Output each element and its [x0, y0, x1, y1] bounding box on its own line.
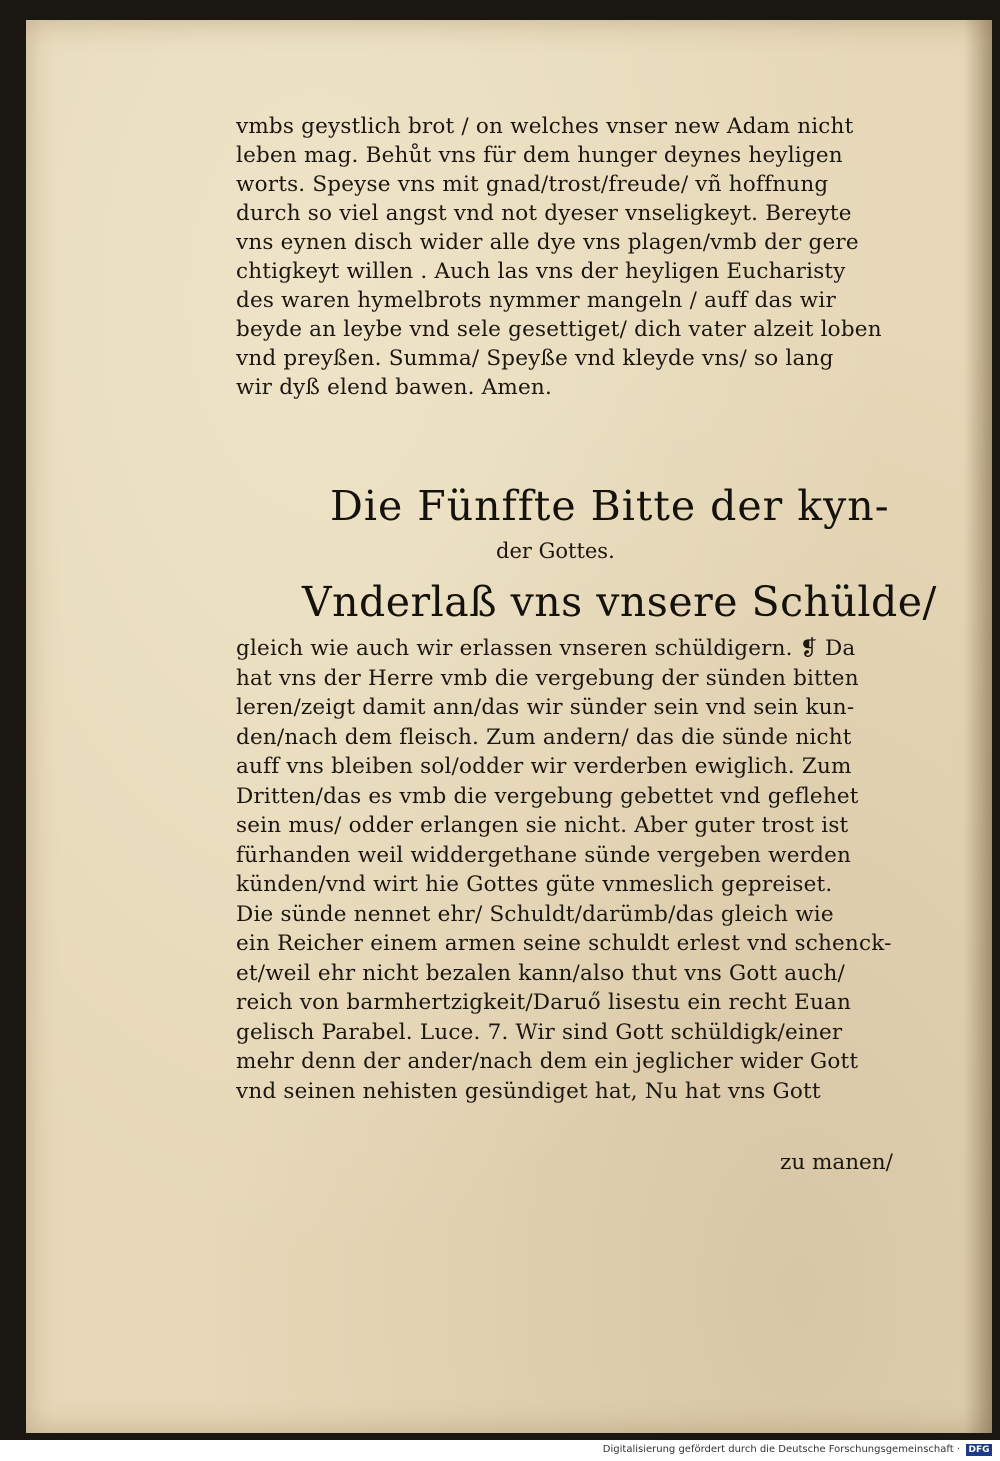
text-line: sein mus/ odder erlangen sie nicht. Aber guter trost ist	[236, 813, 849, 838]
text-line: auff vns bleiben sol/odder wir verderben ewiglich. Zum	[236, 754, 852, 779]
section-heading-continuation: der Gottes.	[496, 539, 615, 563]
text-line: hat vns der Herre vmb die vergebung der sünden bitten	[236, 665, 859, 691]
footer-credit: Digitalisierung gefördert durch die Deutsche Forschungsgemeinschaft ·	[602, 1444, 960, 1455]
text-line: gleich wie auch wir erlassen vnseren schüldigern. ❡ Da	[236, 636, 856, 661]
text-line: reich von barmhertzigkeit/Daruő lisestu ein recht Euan	[236, 990, 852, 1015]
text-line: beyde an leybe vnd sele gesettiget/ dich vater alzeit loben	[236, 317, 882, 342]
text-line: künden/vnd wirt hie Gottes güte vnmeslich gepreiset.	[236, 872, 833, 897]
text-line: wir dyß elend bawen. Amen.	[236, 375, 553, 400]
text-line: worts. Speyse vns mit gnad/trost/freude/ vñ hoffnung	[236, 172, 829, 197]
text-line: den/nach dem fleisch. Zum andern/ das die sünde nicht	[236, 724, 852, 750]
text-line: Dritten/das es vmb die vergebung gebettet vnd geflehet	[236, 783, 859, 809]
text-line: Die sünde nennet ehr/ Schuldt/darümb/das gleich wie	[236, 901, 834, 927]
text-block-bottom	[236, 634, 956, 1106]
text-line: vns eynen disch wider alle dye vns plagen/vmb der gere	[236, 230, 859, 255]
text-line: mehr denn der ander/nach dem ein jeglicher wider Gott	[236, 1049, 859, 1074]
text-block-top	[236, 112, 946, 402]
text-line: des waren hymelbrots nymmer mangeln / auff das wir	[236, 288, 836, 313]
text-line: vnd seinen nehisten gesündiget hat, Nu hat vns Gott	[236, 1078, 821, 1104]
text-line: leren/zeigt damit ann/das wir sünder sein vnd sein kun-	[236, 695, 855, 720]
text-line: durch so viel angst vnd not dyeser vnseligkeyt. Bereyte	[236, 201, 852, 226]
text-line: fürhanden weil widdergethane sünde vergeben werden	[236, 842, 852, 868]
catchword: zu manen/	[780, 1150, 893, 1175]
text-line: ein Reicher einem armen seine schuldt erlest vnd schenck-	[236, 931, 892, 956]
text-line: et/weil ehr nicht bezalen kann/also thut vns Gott auch/	[236, 960, 845, 986]
page-gutter-shadow	[964, 20, 992, 1433]
section-heading: Die Fünffte Bitte der kyn-	[330, 482, 890, 530]
petition-title-line: Vnderlaß vns vnsere Schülde/	[302, 578, 937, 626]
text-line: vmbs geystlich brot / on welches vnser new Adam nicht	[236, 114, 854, 139]
dfg-logo: DFG	[966, 1444, 992, 1456]
text-line: vnd preyßen. Summa/ Speyße vnd kleyde vns/ so lang	[236, 346, 834, 371]
text-line: leben mag. Behůt vns für dem hunger deynes heyligen	[236, 143, 843, 168]
text-line: gelisch Parabel. Luce. 7. Wir sind Gott schüldigk/einer	[236, 1019, 843, 1045]
text-line: chtigkeyt willen . Auch las vns der heyligen Eucharisty	[236, 259, 846, 284]
footer-bar	[0, 1440, 1000, 1461]
